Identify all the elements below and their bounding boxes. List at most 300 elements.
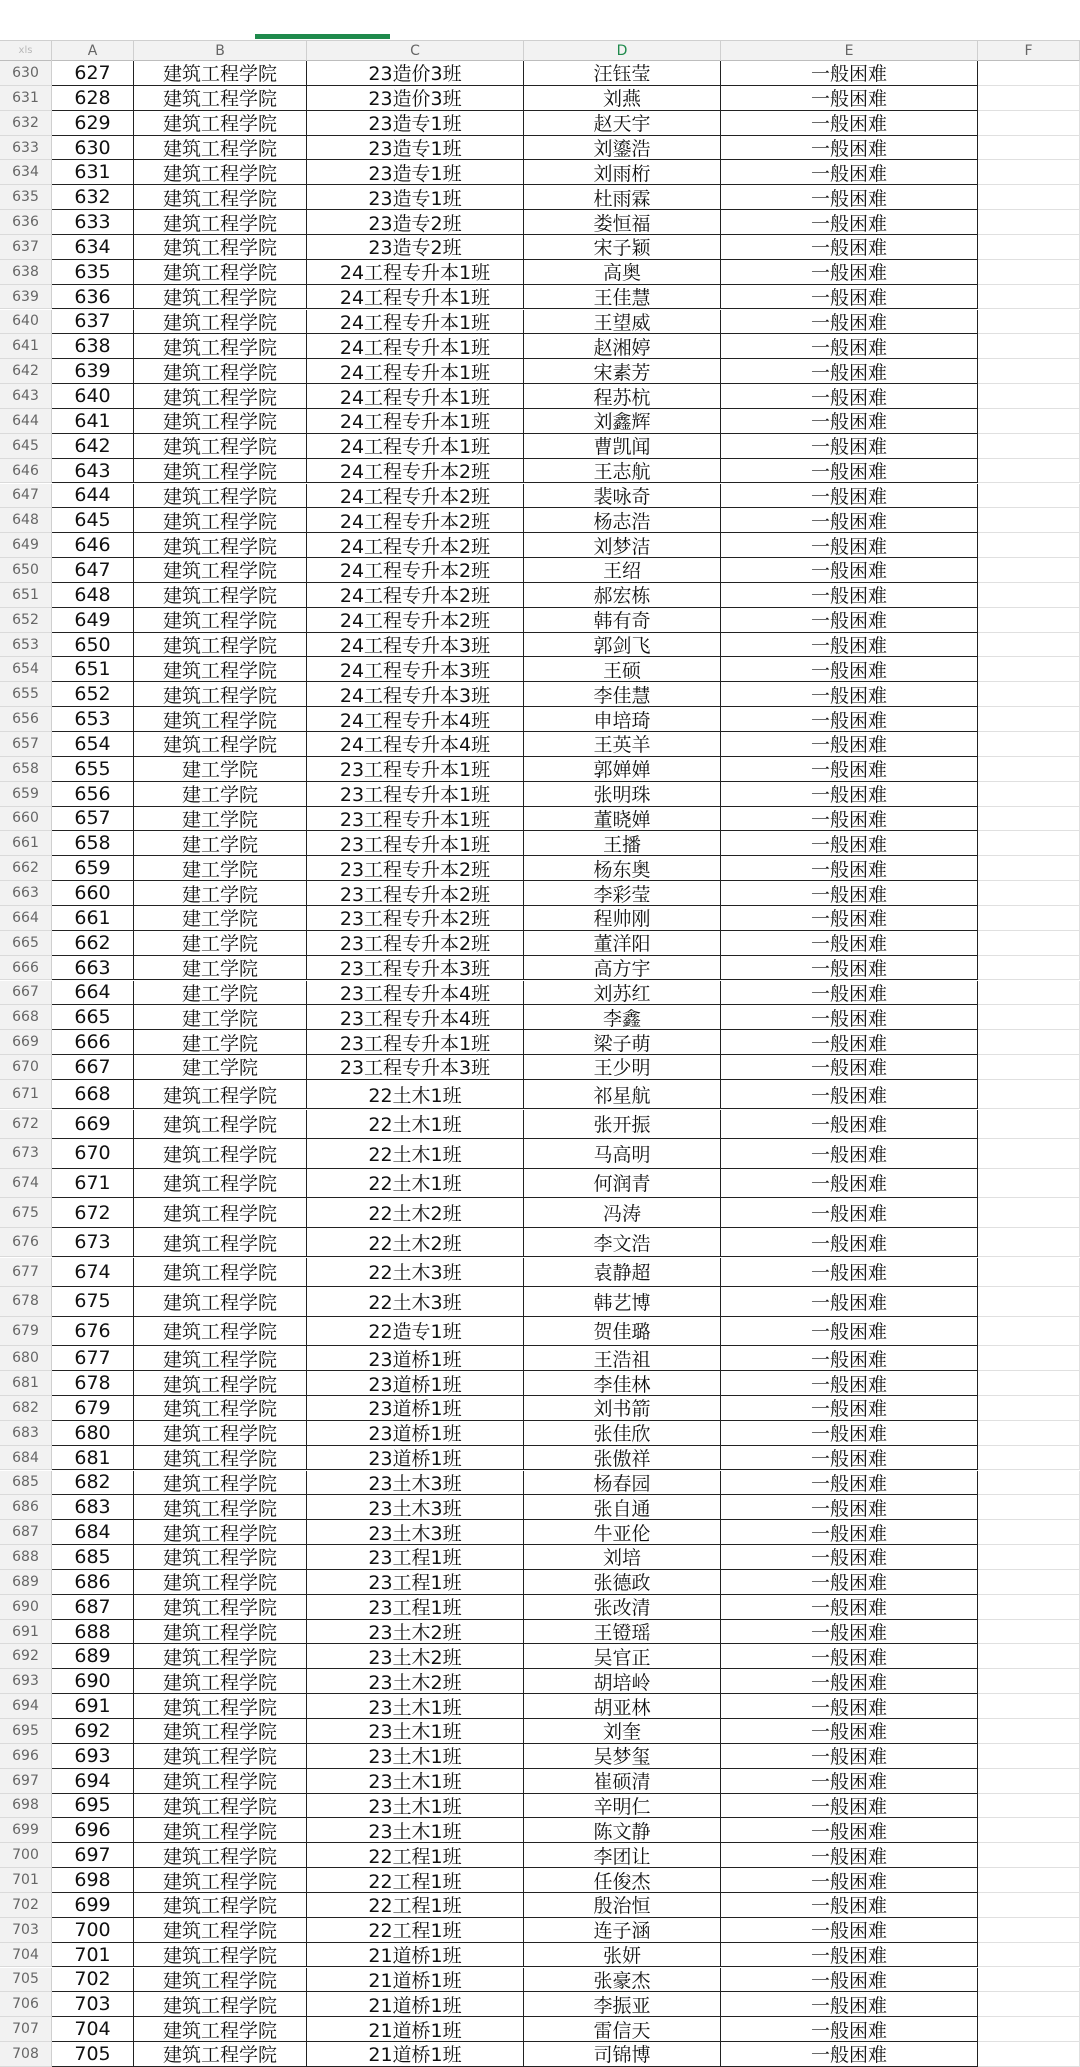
cell-a[interactable]: 701 (52, 1943, 134, 1968)
column-header-a[interactable]: A (52, 41, 134, 61)
row-number[interactable]: 641 (0, 334, 52, 359)
cell-f[interactable] (978, 633, 1080, 658)
cell-d[interactable]: 袁静超 (524, 1258, 721, 1288)
cell-f[interactable] (978, 956, 1080, 981)
cell-f[interactable] (978, 1371, 1080, 1396)
cell-b[interactable]: 建工学院 (134, 931, 307, 956)
cell-f[interactable] (978, 409, 1080, 434)
row-number[interactable]: 648 (0, 508, 52, 533)
cell-d[interactable]: 杨志浩 (524, 508, 721, 533)
cell-c[interactable]: 22土木3班 (307, 1287, 524, 1317)
cell-a[interactable]: 671 (52, 1169, 134, 1199)
cell-c[interactable]: 22工程1班 (307, 1918, 524, 1943)
cell-b[interactable]: 建筑工程学院 (134, 1228, 307, 1258)
cell-b[interactable]: 建筑工程学院 (134, 1992, 307, 2017)
row-number[interactable]: 651 (0, 583, 52, 608)
row-number[interactable]: 649 (0, 533, 52, 558)
cell-c[interactable]: 24工程专升本2班 (307, 484, 524, 509)
cell-a[interactable]: 681 (52, 1446, 134, 1471)
cell-e[interactable]: 一般困难 (721, 1346, 978, 1371)
cell-c[interactable]: 23造专2班 (307, 235, 524, 260)
cell-b[interactable]: 建筑工程学院 (134, 1769, 307, 1794)
cell-a[interactable]: 641 (52, 409, 134, 434)
cell-a[interactable]: 702 (52, 1968, 134, 1993)
row-number[interactable]: 635 (0, 185, 52, 210)
cell-a[interactable]: 682 (52, 1471, 134, 1496)
cell-b[interactable]: 建筑工程学院 (134, 1744, 307, 1769)
cell-d[interactable]: 梁子萌 (524, 1030, 721, 1055)
row-number[interactable]: 670 (0, 1055, 52, 1080)
cell-a[interactable]: 675 (52, 1287, 134, 1317)
cell-f[interactable] (978, 1080, 1080, 1110)
cell-b[interactable]: 建筑工程学院 (134, 1198, 307, 1228)
cell-e[interactable]: 一般困难 (721, 1545, 978, 1570)
row-number[interactable]: 665 (0, 931, 52, 956)
cell-a[interactable]: 650 (52, 633, 134, 658)
cell-b[interactable]: 建筑工程学院 (134, 1694, 307, 1719)
cell-d[interactable]: 王英羊 (524, 732, 721, 757)
cell-c[interactable]: 23工程专升本2班 (307, 856, 524, 881)
cell-b[interactable]: 建筑工程学院 (134, 1595, 307, 1620)
cell-b[interactable]: 建筑工程学院 (134, 682, 307, 707)
cell-e[interactable]: 一般困难 (721, 981, 978, 1006)
cell-c[interactable]: 24工程专升本2班 (307, 459, 524, 484)
cell-b[interactable]: 建筑工程学院 (134, 2042, 307, 2067)
cell-b[interactable]: 建筑工程学院 (134, 260, 307, 285)
cell-d[interactable]: 崔硕清 (524, 1769, 721, 1794)
row-number[interactable]: 634 (0, 160, 52, 185)
cell-c[interactable]: 23造专1班 (307, 136, 524, 161)
cell-c[interactable]: 23土木3班 (307, 1471, 524, 1496)
cell-e[interactable]: 一般困难 (721, 508, 978, 533)
cell-f[interactable] (978, 881, 1080, 906)
cell-e[interactable]: 一般困难 (721, 1169, 978, 1199)
cell-d[interactable]: 王佳慧 (524, 285, 721, 310)
cell-a[interactable]: 700 (52, 1918, 134, 1943)
cell-a[interactable]: 688 (52, 1620, 134, 1645)
cell-a[interactable]: 652 (52, 682, 134, 707)
cell-b[interactable]: 建筑工程学院 (134, 1868, 307, 1893)
cell-a[interactable]: 646 (52, 533, 134, 558)
cell-d[interactable]: 李佳慧 (524, 682, 721, 707)
cell-f[interactable] (978, 1893, 1080, 1918)
row-number[interactable]: 683 (0, 1421, 52, 1446)
cell-f[interactable] (978, 657, 1080, 682)
cell-f[interactable] (978, 1287, 1080, 1317)
cell-e[interactable]: 一般困难 (721, 359, 978, 384)
row-number[interactable]: 631 (0, 86, 52, 111)
cell-d[interactable]: 高奥 (524, 260, 721, 285)
row-number[interactable]: 638 (0, 260, 52, 285)
cell-a[interactable]: 659 (52, 856, 134, 881)
cell-c[interactable]: 24工程专升本2班 (307, 583, 524, 608)
row-number[interactable]: 703 (0, 1918, 52, 1943)
cell-a[interactable]: 699 (52, 1893, 134, 1918)
cell-b[interactable]: 建筑工程学院 (134, 1421, 307, 1446)
cell-d[interactable]: 杜雨霖 (524, 185, 721, 210)
row-number[interactable]: 653 (0, 633, 52, 658)
cell-e[interactable]: 一般困难 (721, 583, 978, 608)
cell-d[interactable]: 裴咏奇 (524, 484, 721, 509)
cell-c[interactable]: 23道桥1班 (307, 1396, 524, 1421)
cell-f[interactable] (978, 1719, 1080, 1744)
cell-a[interactable]: 640 (52, 384, 134, 409)
cell-f[interactable] (978, 1495, 1080, 1520)
cell-c[interactable]: 24工程专升本1班 (307, 359, 524, 384)
cell-c[interactable]: 23工程1班 (307, 1570, 524, 1595)
cell-b[interactable]: 建筑工程学院 (134, 707, 307, 732)
cell-c[interactable]: 24工程专升本1班 (307, 409, 524, 434)
cell-e[interactable]: 一般困难 (721, 1228, 978, 1258)
cell-b[interactable]: 建筑工程学院 (134, 657, 307, 682)
cell-d[interactable]: 刘梦洁 (524, 533, 721, 558)
row-number[interactable]: 644 (0, 409, 52, 434)
row-number[interactable]: 684 (0, 1446, 52, 1471)
cell-f[interactable] (978, 1794, 1080, 1819)
cell-a[interactable]: 694 (52, 1769, 134, 1794)
row-number[interactable]: 689 (0, 1570, 52, 1595)
cell-e[interactable]: 一般困难 (721, 1317, 978, 1347)
cell-b[interactable]: 建筑工程学院 (134, 1794, 307, 1819)
cell-b[interactable]: 建筑工程学院 (134, 409, 307, 434)
cell-c[interactable]: 24工程专升本3班 (307, 633, 524, 658)
cell-b[interactable]: 建筑工程学院 (134, 1968, 307, 1993)
cell-d[interactable]: 王少明 (524, 1055, 721, 1080)
row-number[interactable]: 636 (0, 210, 52, 235)
cell-c[interactable]: 22工程1班 (307, 1843, 524, 1868)
cell-f[interactable] (978, 533, 1080, 558)
row-number[interactable]: 650 (0, 558, 52, 583)
cell-b[interactable]: 建筑工程学院 (134, 160, 307, 185)
cell-f[interactable] (978, 210, 1080, 235)
cell-d[interactable]: 韩有奇 (524, 608, 721, 633)
cell-e[interactable]: 一般困难 (721, 285, 978, 310)
cell-a[interactable]: 645 (52, 508, 134, 533)
cell-e[interactable]: 一般困难 (721, 434, 978, 459)
cell-c[interactable]: 24工程专升本1班 (307, 285, 524, 310)
cell-a[interactable]: 685 (52, 1545, 134, 1570)
cell-f[interactable] (978, 334, 1080, 359)
cell-d[interactable]: 王硕 (524, 657, 721, 682)
cell-e[interactable]: 一般困难 (721, 1495, 978, 1520)
cell-b[interactable]: 建筑工程学院 (134, 533, 307, 558)
cell-f[interactable] (978, 831, 1080, 856)
cell-e[interactable]: 一般困难 (721, 1030, 978, 1055)
row-number[interactable]: 690 (0, 1595, 52, 1620)
row-number[interactable]: 686 (0, 1495, 52, 1520)
cell-a[interactable]: 653 (52, 707, 134, 732)
cell-f[interactable] (978, 136, 1080, 161)
cell-a[interactable]: 644 (52, 484, 134, 509)
row-number[interactable]: 658 (0, 757, 52, 782)
cell-b[interactable]: 建筑工程学院 (134, 1346, 307, 1371)
cell-b[interactable]: 建筑工程学院 (134, 1371, 307, 1396)
cell-f[interactable] (978, 2017, 1080, 2042)
cell-d[interactable]: 李振亚 (524, 1992, 721, 2017)
cell-e[interactable]: 一般困难 (721, 1893, 978, 1918)
cell-b[interactable]: 建筑工程学院 (134, 61, 307, 86)
row-number[interactable]: 705 (0, 1968, 52, 1993)
cell-b[interactable]: 建筑工程学院 (134, 310, 307, 335)
cell-d[interactable]: 张傲祥 (524, 1446, 721, 1471)
cell-f[interactable] (978, 807, 1080, 832)
cell-a[interactable]: 630 (52, 136, 134, 161)
cell-b[interactable]: 建筑工程学院 (134, 1918, 307, 1943)
row-number[interactable]: 664 (0, 906, 52, 931)
row-number[interactable]: 687 (0, 1520, 52, 1545)
cell-f[interactable] (978, 1005, 1080, 1030)
cell-d[interactable]: 王志航 (524, 459, 721, 484)
cell-b[interactable]: 建筑工程学院 (134, 1620, 307, 1645)
cell-d[interactable]: 张妍 (524, 1943, 721, 1968)
cell-c[interactable]: 23工程专升本1班 (307, 757, 524, 782)
cell-b[interactable]: 建筑工程学院 (134, 384, 307, 409)
cell-f[interactable] (978, 1769, 1080, 1794)
cell-a[interactable]: 649 (52, 608, 134, 633)
cell-c[interactable]: 22土木3班 (307, 1258, 524, 1288)
cell-b[interactable]: 建工学院 (134, 807, 307, 832)
row-number[interactable]: 704 (0, 1943, 52, 1968)
cell-c[interactable]: 24工程专升本1班 (307, 434, 524, 459)
cell-a[interactable]: 691 (52, 1694, 134, 1719)
cell-e[interactable]: 一般困难 (721, 906, 978, 931)
cell-e[interactable]: 一般困难 (721, 931, 978, 956)
cell-a[interactable]: 629 (52, 111, 134, 136)
cell-b[interactable]: 建筑工程学院 (134, 1287, 307, 1317)
cell-c[interactable]: 23土木1班 (307, 1744, 524, 1769)
cell-d[interactable]: 刘奎 (524, 1719, 721, 1744)
cell-f[interactable] (978, 1055, 1080, 1080)
cell-c[interactable]: 24工程专升本2班 (307, 558, 524, 583)
cell-b[interactable]: 建筑工程学院 (134, 1719, 307, 1744)
row-number[interactable]: 694 (0, 1694, 52, 1719)
cell-f[interactable] (978, 931, 1080, 956)
cell-c[interactable]: 24工程专升本3班 (307, 682, 524, 707)
row-number[interactable]: 668 (0, 1005, 52, 1030)
cell-a[interactable]: 627 (52, 61, 134, 86)
cell-e[interactable]: 一般困难 (721, 558, 978, 583)
cell-e[interactable]: 一般困难 (721, 1421, 978, 1446)
row-number[interactable]: 667 (0, 981, 52, 1006)
cell-a[interactable]: 657 (52, 807, 134, 832)
cell-a[interactable]: 667 (52, 1055, 134, 1080)
cell-e[interactable]: 一般困难 (721, 956, 978, 981)
cell-e[interactable]: 一般困难 (721, 682, 978, 707)
cell-b[interactable]: 建筑工程学院 (134, 1669, 307, 1694)
cell-c[interactable]: 23工程专升本1班 (307, 807, 524, 832)
cell-d[interactable]: 刘书箭 (524, 1396, 721, 1421)
cell-c[interactable]: 23土木2班 (307, 1644, 524, 1669)
cell-e[interactable]: 一般困难 (721, 1139, 978, 1169)
cell-f[interactable] (978, 1446, 1080, 1471)
cell-a[interactable]: 631 (52, 160, 134, 185)
cell-f[interactable] (978, 310, 1080, 335)
cell-a[interactable]: 647 (52, 558, 134, 583)
cell-c[interactable]: 23土木1班 (307, 1794, 524, 1819)
cell-d[interactable]: 曹凯闻 (524, 434, 721, 459)
cell-b[interactable]: 建筑工程学院 (134, 86, 307, 111)
cell-b[interactable]: 建筑工程学院 (134, 1471, 307, 1496)
cell-e[interactable]: 一般困难 (721, 1620, 978, 1645)
cell-d[interactable]: 李团让 (524, 1843, 721, 1868)
cell-d[interactable]: 李佳林 (524, 1371, 721, 1396)
cell-e[interactable]: 一般困难 (721, 1080, 978, 1110)
cell-e[interactable]: 一般困难 (721, 1843, 978, 1868)
cell-d[interactable]: 殷治恒 (524, 1893, 721, 1918)
cell-d[interactable]: 宋素芳 (524, 359, 721, 384)
cell-c[interactable]: 22造专1班 (307, 1317, 524, 1347)
cell-e[interactable]: 一般困难 (721, 657, 978, 682)
cell-d[interactable]: 张豪杰 (524, 1968, 721, 1993)
cell-f[interactable] (978, 1110, 1080, 1140)
row-number[interactable]: 708 (0, 2042, 52, 2067)
cell-d[interactable]: 牛亚伦 (524, 1520, 721, 1545)
cell-f[interactable] (978, 583, 1080, 608)
cell-d[interactable]: 刘苏红 (524, 981, 721, 1006)
cell-f[interactable] (978, 1317, 1080, 1347)
cell-d[interactable]: 陈文静 (524, 1818, 721, 1843)
row-number[interactable]: 679 (0, 1317, 52, 1347)
cell-e[interactable]: 一般困难 (721, 334, 978, 359)
row-number[interactable]: 673 (0, 1139, 52, 1169)
cell-c[interactable]: 23土木3班 (307, 1520, 524, 1545)
cell-e[interactable]: 一般困难 (721, 1287, 978, 1317)
cell-e[interactable]: 一般困难 (721, 86, 978, 111)
cell-f[interactable] (978, 1030, 1080, 1055)
cell-d[interactable]: 杨东奥 (524, 856, 721, 881)
cell-a[interactable]: 639 (52, 359, 134, 384)
cell-c[interactable]: 23土木1班 (307, 1694, 524, 1719)
cell-a[interactable]: 676 (52, 1317, 134, 1347)
cell-b[interactable]: 建工学院 (134, 757, 307, 782)
cell-c[interactable]: 22土木1班 (307, 1169, 524, 1199)
row-number[interactable]: 701 (0, 1868, 52, 1893)
cell-c[interactable]: 23工程专升本1班 (307, 782, 524, 807)
cell-c[interactable]: 23土木2班 (307, 1669, 524, 1694)
cell-d[interactable]: 王望威 (524, 310, 721, 335)
cell-b[interactable]: 建筑工程学院 (134, 235, 307, 260)
cell-e[interactable]: 一般困难 (721, 707, 978, 732)
cell-c[interactable]: 23工程专升本3班 (307, 956, 524, 981)
cell-c[interactable]: 23造价3班 (307, 86, 524, 111)
row-number[interactable]: 672 (0, 1110, 52, 1140)
cell-d[interactable]: 王播 (524, 831, 721, 856)
cell-b[interactable]: 建筑工程学院 (134, 1396, 307, 1421)
cell-d[interactable]: 郝宏栋 (524, 583, 721, 608)
cell-b[interactable]: 建工学院 (134, 1055, 307, 1080)
row-number[interactable]: 659 (0, 782, 52, 807)
cell-c[interactable]: 23工程专升本4班 (307, 981, 524, 1006)
cell-d[interactable]: 祁星航 (524, 1080, 721, 1110)
row-number[interactable]: 647 (0, 484, 52, 509)
cell-b[interactable]: 建筑工程学院 (134, 608, 307, 633)
row-number[interactable]: 707 (0, 2017, 52, 2042)
cell-b[interactable]: 建筑工程学院 (134, 1843, 307, 1868)
cell-f[interactable] (978, 1396, 1080, 1421)
cell-f[interactable] (978, 1421, 1080, 1446)
row-number[interactable]: 692 (0, 1644, 52, 1669)
cell-e[interactable]: 一般困难 (721, 1719, 978, 1744)
row-number[interactable]: 654 (0, 657, 52, 682)
cell-e[interactable]: 一般困难 (721, 1005, 978, 1030)
cell-b[interactable]: 建筑工程学院 (134, 1139, 307, 1169)
cell-a[interactable]: 689 (52, 1644, 134, 1669)
cell-f[interactable] (978, 111, 1080, 136)
cell-b[interactable]: 建工学院 (134, 782, 307, 807)
cell-c[interactable]: 23工程专升本1班 (307, 831, 524, 856)
cell-d[interactable]: 连子涵 (524, 1918, 721, 1943)
cell-e[interactable]: 一般困难 (721, 484, 978, 509)
cell-b[interactable]: 建筑工程学院 (134, 1893, 307, 1918)
cell-c[interactable]: 24工程专升本1班 (307, 310, 524, 335)
cell-c[interactable]: 24工程专升本2班 (307, 608, 524, 633)
cell-d[interactable]: 李鑫 (524, 1005, 721, 1030)
cell-f[interactable] (978, 1843, 1080, 1868)
row-number[interactable]: 646 (0, 459, 52, 484)
cell-c[interactable]: 23土木1班 (307, 1719, 524, 1744)
cell-a[interactable]: 628 (52, 86, 134, 111)
cell-b[interactable]: 建筑工程学院 (134, 1446, 307, 1471)
cell-c[interactable]: 23土木3班 (307, 1495, 524, 1520)
cell-c[interactable]: 23土木1班 (307, 1818, 524, 1843)
row-number[interactable]: 657 (0, 732, 52, 757)
cell-b[interactable]: 建筑工程学院 (134, 434, 307, 459)
cell-a[interactable]: 658 (52, 831, 134, 856)
row-number[interactable]: 663 (0, 881, 52, 906)
cell-b[interactable]: 建工学院 (134, 981, 307, 1006)
cell-c[interactable]: 22工程1班 (307, 1868, 524, 1893)
cell-b[interactable]: 建工学院 (134, 956, 307, 981)
cell-e[interactable]: 一般困难 (721, 1943, 978, 1968)
cell-f[interactable] (978, 782, 1080, 807)
cell-d[interactable]: 胡亚林 (524, 1694, 721, 1719)
cell-c[interactable]: 23道桥1班 (307, 1446, 524, 1471)
cell-f[interactable] (978, 235, 1080, 260)
cell-d[interactable]: 张佳欣 (524, 1421, 721, 1446)
cell-c[interactable]: 22土木1班 (307, 1110, 524, 1140)
cell-c[interactable]: 24工程专升本1班 (307, 384, 524, 409)
cell-d[interactable]: 王绍 (524, 558, 721, 583)
cell-c[interactable]: 22工程1班 (307, 1893, 524, 1918)
cell-a[interactable]: 637 (52, 310, 134, 335)
cell-f[interactable] (978, 1169, 1080, 1199)
cell-c[interactable]: 21道桥1班 (307, 1992, 524, 2017)
cell-a[interactable]: 633 (52, 210, 134, 235)
cell-b[interactable]: 建筑工程学院 (134, 558, 307, 583)
row-number[interactable]: 632 (0, 111, 52, 136)
cell-a[interactable]: 643 (52, 459, 134, 484)
row-number[interactable]: 662 (0, 856, 52, 881)
cell-f[interactable] (978, 1346, 1080, 1371)
select-all-corner[interactable]: xls (0, 41, 52, 61)
row-number[interactable]: 691 (0, 1620, 52, 1645)
cell-d[interactable]: 司锦博 (524, 2042, 721, 2067)
cell-e[interactable]: 一般困难 (721, 185, 978, 210)
cell-a[interactable]: 673 (52, 1228, 134, 1258)
cell-e[interactable]: 一般困难 (721, 856, 978, 881)
cell-f[interactable] (978, 1918, 1080, 1943)
cell-b[interactable]: 建筑工程学院 (134, 1317, 307, 1347)
cell-e[interactable]: 一般困难 (721, 136, 978, 161)
cell-f[interactable] (978, 1694, 1080, 1719)
cell-f[interactable] (978, 1471, 1080, 1496)
row-number[interactable]: 680 (0, 1346, 52, 1371)
cell-f[interactable] (978, 1258, 1080, 1288)
cell-c[interactable]: 23工程专升本1班 (307, 1030, 524, 1055)
row-number[interactable]: 702 (0, 1893, 52, 1918)
row-number[interactable]: 669 (0, 1030, 52, 1055)
row-number[interactable]: 688 (0, 1545, 52, 1570)
